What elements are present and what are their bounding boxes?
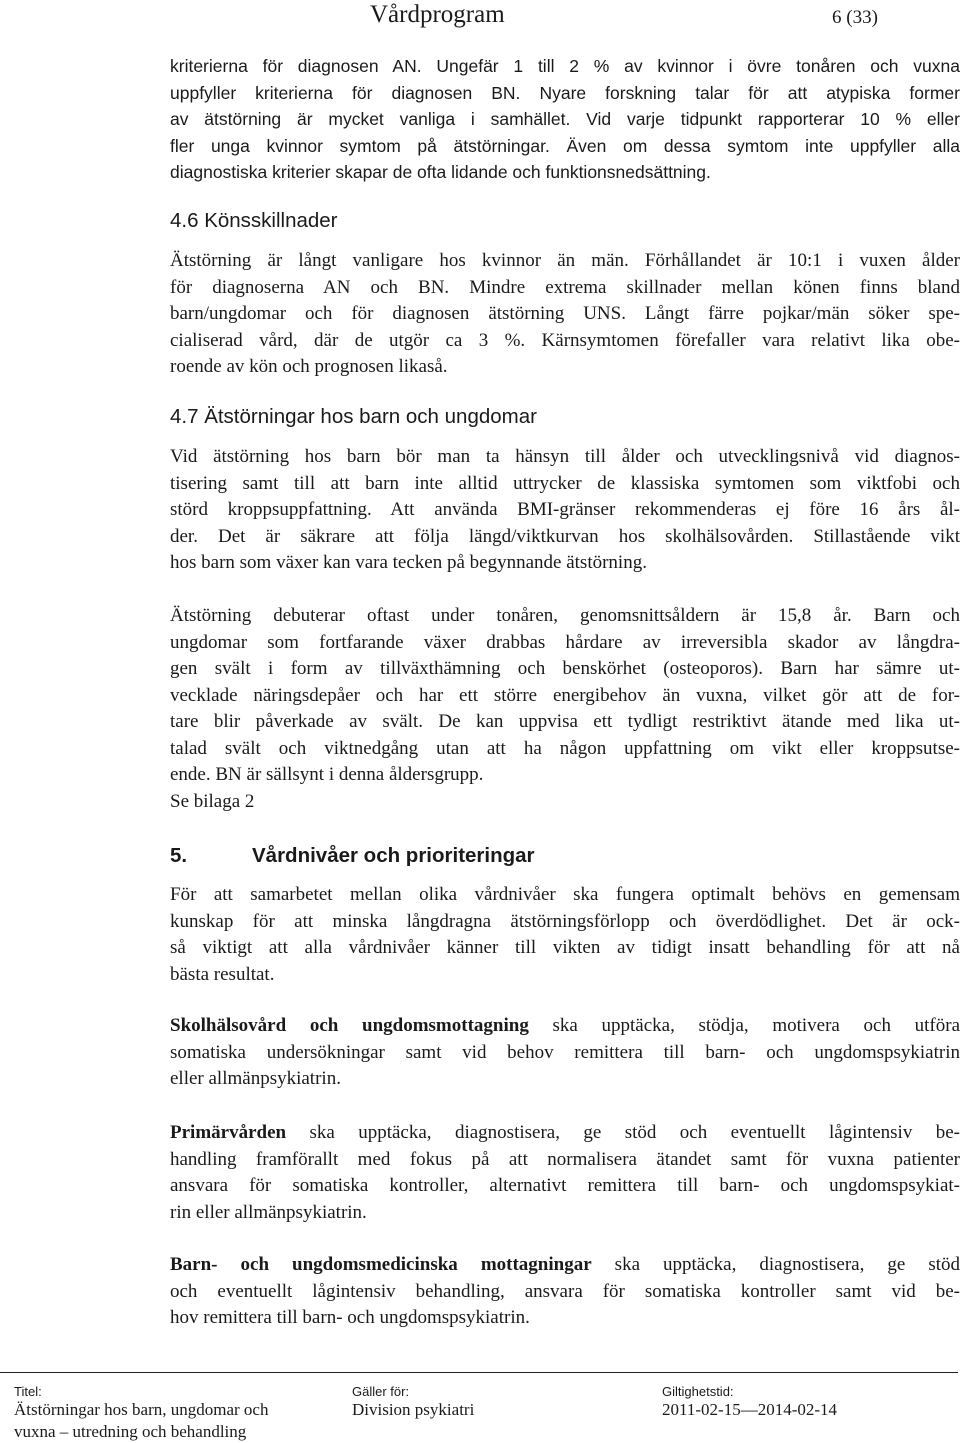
- footer-title-line2: vuxna – utredning och behandling: [14, 1422, 247, 1441]
- text-line: [170, 1252, 960, 1279]
- text-line: rin eller allmänpsykiatrin.: [170, 1201, 367, 1223]
- text-line: der. Det är säkrare att följa längd/viktkurvan hos skolhälsovården. Stillastående vikt: [170, 525, 960, 547]
- text-line: [170, 1120, 960, 1147]
- text-line: fler unga kvinnor symtom på ätstörningar. Även om dessa symtom inte uppfyller alla: [170, 135, 960, 156]
- intro-paragraph: [170, 53, 960, 186]
- section-heading-5: [170, 843, 960, 869]
- text-line: handling framförallt med fokus på att normalisera ätandet samt för vuxna patienter: [170, 1148, 960, 1170]
- text-line: talad svält och viktnedgång utan att ha någon uppfattning om vikt eller kroppsutse-: [170, 737, 960, 759]
- text-line: eller allmänpsykiatrin.: [170, 1068, 341, 1089]
- text-line: För att samarbetet mellan olika vårdnivåer ska fungera optimalt behövs en gemensam: [170, 884, 960, 905]
- text-line: vecklade näringsdepåer och har ett större energibehov än vuxna, vilket gör att de for-: [170, 684, 960, 706]
- care-levels-paragraph: [170, 882, 960, 988]
- bold-term: Skolhälsovård och ungdomsmottagning: [170, 1015, 529, 1036]
- text-line: så viktigt att alla vårdnivåer känner till vikten av tidigt insatt behandling för att nå: [170, 937, 960, 958]
- text-span: ska upptäcka, diagnostisera, ge stöd: [591, 1254, 960, 1275]
- school-health-paragraph: [170, 1013, 960, 1093]
- text-line: och eventuellt lågintensiv behandling, ansvara för somatiska kontroller samt vid be-: [170, 1280, 960, 1302]
- primary-care-paragraph: [170, 1120, 960, 1226]
- text-span: ska upptäcka, stödja, motivera och utföra: [528, 1015, 960, 1036]
- text-line: kriterierna för diagnosen AN. Ungefär 1 till 2 % av kvinnor i övre tonåren och vuxna: [170, 56, 960, 76]
- footer-title-line1: Ätstörningar hos barn, ungdomar och: [14, 1400, 269, 1419]
- bold-term: Primärvården: [170, 1122, 287, 1143]
- document-title: Vårdprogram: [370, 1, 505, 28]
- text-line: för diagnoserna AN och BN. Mindre extrema skillnader mellan könen finns bland: [170, 276, 960, 298]
- section-title: Vårdnivåer och prioriteringar: [252, 844, 535, 867]
- text-line: [170, 1013, 960, 1040]
- section-heading-4-6: 4.6 Könsskillnader: [170, 209, 338, 232]
- text-line: barn/ungdomar och för diagnosen ätstörning UNS. Långt färre pojkar/män söker spe-: [170, 303, 960, 324]
- text-span: ska upptäcka, diagnostisera, ge stöd och eventuellt lågintensiv be-: [286, 1122, 960, 1143]
- text-line: uppfyller kriterierna för diagnosen BN. Nyare forskning talar för att atypiska former: [170, 82, 960, 103]
- text-line: hov remittera till barn- och ungdomspsykiatrin.: [170, 1307, 530, 1328]
- bold-term: Barn- och ungdomsmedicinska mottagningar: [170, 1254, 592, 1275]
- text-line: somatiska undersökningar samt vid behov remittera till barn- och ungdomspsykiatrin: [170, 1041, 960, 1063]
- text-line: Ätstörning debuterar oftast under tonåren, genomsnittsåldern är 15,8 år. Barn och: [170, 605, 960, 626]
- reference-line: Se bilaga 2: [170, 790, 255, 812]
- text-line: Vid ätstörning hos barn bör man ta hänsyn till ålder och utvecklingsnivå vid diagnos-: [170, 446, 960, 467]
- text-line: ende. BN är sällsynt i denna åldersgrupp.: [170, 764, 484, 785]
- section-heading-4-7: 4.7 Ätstörningar hos barn och ungdomar: [170, 405, 537, 428]
- text-line: ungdomar som fortfarande växer drabbas hårdare av irreversibla skador av långdra-: [170, 631, 960, 653]
- section-number: 5.: [170, 844, 188, 867]
- footer-title-label: Titel:: [14, 1384, 42, 1399]
- text-line: diagnostiska kriterier skapar de ofta lidande och funktionsnedsättning.: [170, 162, 711, 182]
- text-line: störd kroppsuppfattning. Att använda BMI-gränser rekommenderas ej före 16 års ål-: [170, 499, 960, 520]
- footer-validity-label: Giltighetstid:: [662, 1384, 734, 1399]
- footer-applies-value: Division psykiatri: [352, 1400, 475, 1419]
- text-line: bästa resultat.: [170, 963, 275, 985]
- text-line: kunskap för att minska långdragna ätstörningsförlopp och överdödlighet. Det är ock-: [170, 910, 960, 932]
- text-line: roende av kön och prognosen likaså.: [170, 356, 448, 377]
- text-line: cialiserad vård, där de utgör ca 3 %. Kärnsymtomen förefaller vara relativt lika obe-: [170, 329, 960, 351]
- text-line: gen svält i form av tillväxthämning och benskörhet (osteoporos). Barn har sämre ut-: [170, 658, 960, 679]
- text-line: av ätstörning är mycket vanliga i samhället. Vid varje tidpunkt rapporterar 10 % eller: [170, 109, 960, 129]
- page-number: 6 (33): [832, 7, 878, 28]
- children-paragraph-1: [170, 444, 960, 577]
- footer-validity-value: 2011-02-15—2014-02-14: [662, 1400, 838, 1419]
- text-line: hos barn som växer kan vara tecken på begynnande ätstörning.: [170, 552, 647, 573]
- text-line: tisering samt till att barn inte alltid uttrycker de klassiska symtomen som viktfobi och: [170, 472, 960, 494]
- gender-differences-paragraph: [170, 248, 960, 381]
- children-paragraph-2: [170, 603, 960, 815]
- text-line: ansvara för somatiska kontroller, alternativt remittera till barn- och ungdomspsykiat-: [170, 1175, 960, 1196]
- footer-applies-label: Gäller för:: [352, 1384, 410, 1399]
- pediatric-clinics-paragraph: [170, 1252, 960, 1332]
- text-line: tare blir påverkade av svält. De kan uppvisa ett tydligt restriktivt ätande med lika ut-: [170, 711, 960, 732]
- text-line: Ätstörning är långt vanligare hos kvinnor än män. Förhållandet är 10:1 i vuxen ålder: [170, 250, 960, 271]
- footer-divider: [0, 1372, 958, 1373]
